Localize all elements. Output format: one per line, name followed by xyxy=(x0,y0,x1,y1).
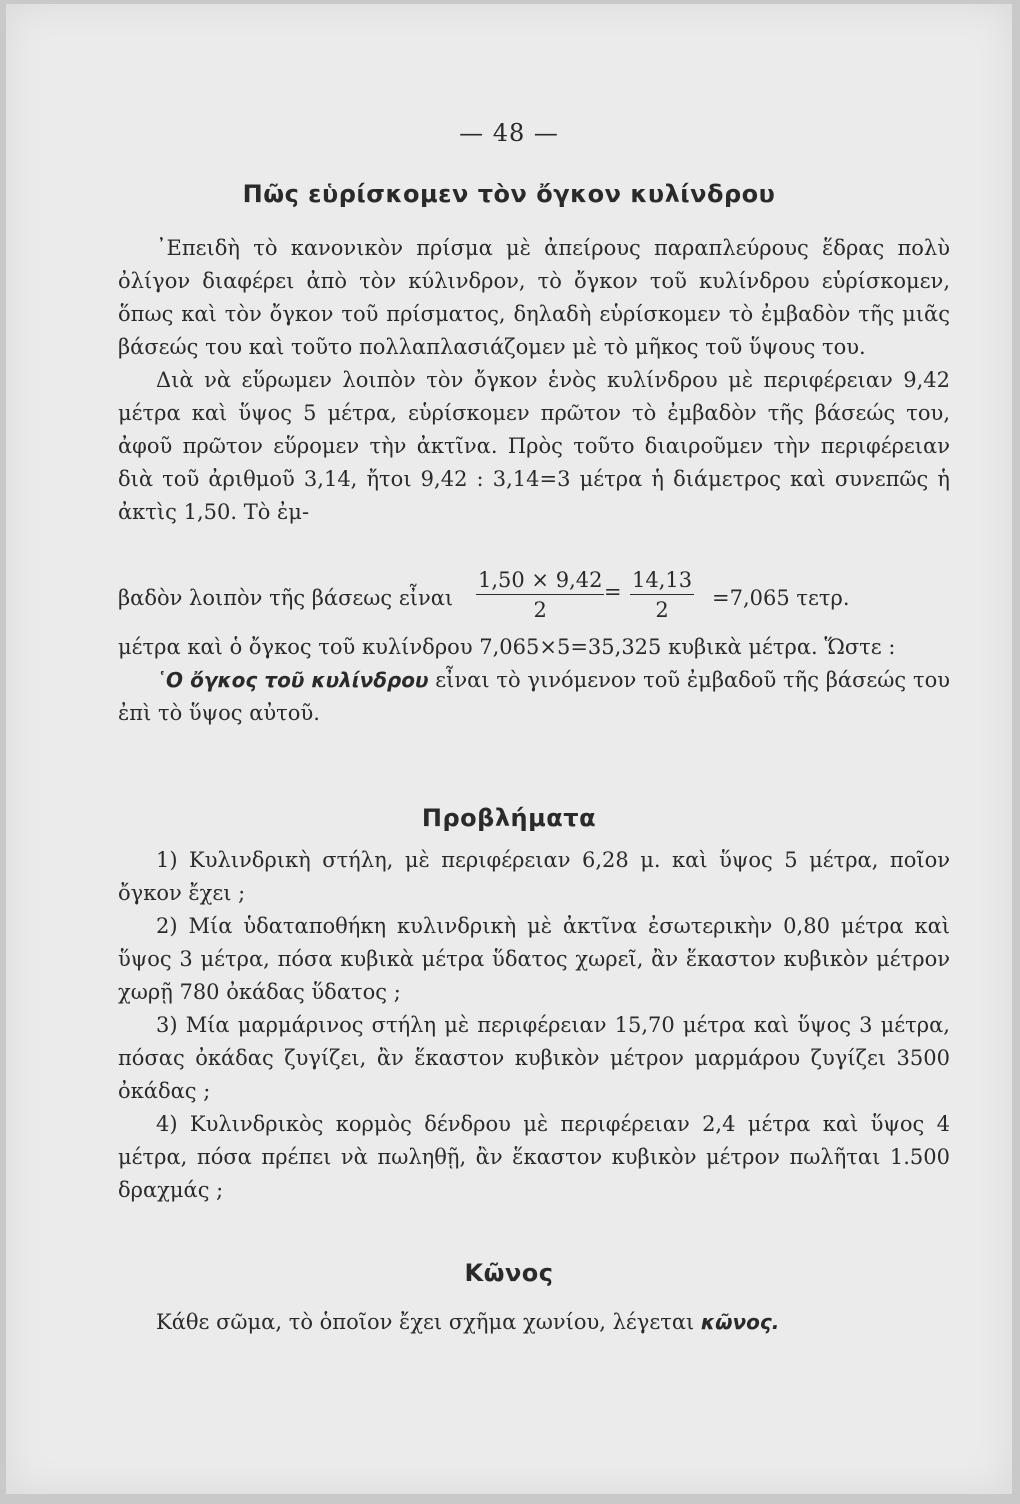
formula-line xyxy=(118,562,950,628)
fraction-first xyxy=(476,566,604,625)
page-number: — 48 — xyxy=(459,119,559,147)
problem-item: 4) Κυλινδρικὸς κορμὸς δένδρου μὲ περιφέρειαν 2,4 μέτρα καὶ ὕψος 4 μέτρα, πόσα πρέπει νὰ πωληθῇ, ἂν ἕκαστον κυβικὸν μέτρον πωλῆται 1.500 δραχμάς ; xyxy=(118,1112,950,1202)
rule-bold-text: ῾Ο ὄγκος τοῦ κυλίνδρου xyxy=(156,668,429,692)
problem-item: 2) Μία ὑδαταποθήκη κυλινδρικὴ μὲ ἀκτῖνα ἐσωτερικὴν 0,80 μέτρα καὶ ὕψος 3 μέτρα, πόσα κυβικὰ μέτρα ὕδατος χωρεῖ, ἂν ἕκαστον κυβικὸν μέτρον χωρῇ 780 ὀκάδας ὕδατος ; xyxy=(118,914,950,1004)
section-title-problems: Προβλήματα xyxy=(421,804,597,832)
paragraph-result: μέτρα καὶ ὁ ὄγκος τοῦ κυλίνδρου 7,065×5=35,325 κυβικὰ μέτρα. Ὥστε : xyxy=(118,635,896,659)
section-title-cylinder-volume: Πῶς εὑρίσκομεν τὸν ὄγκον κυλίνδρου xyxy=(242,180,776,208)
fraction-second-denominator: 2 xyxy=(655,598,669,622)
section-title-cone: Κῶνος xyxy=(464,1259,554,1287)
formula-lead-text: βαδὸν λοιπὸν τῆς βάσεως εἶναι xyxy=(118,586,454,610)
cone-term: κῶνος. xyxy=(700,1310,780,1334)
cone-definition-text: Κάθε σῶμα, τὸ ὁποῖον ἔχει σχῆμα χωνίου, λέγεται xyxy=(156,1310,701,1334)
paragraph-intro: ᾿Επειδὴ τὸ κανονικὸν πρίσμα μὲ ἀπείρους παραπλεύρους ἕδρας πολὺ ὀλίγον διαφέρει ἀπὸ τὸν κύλινδρον, τὸ ὄγκον τοῦ κυλίνδρου εὑρίσκομεν, ὅπως καὶ τὸν ὄγκον τοῦ πρίσματος, δηλαδὴ εὑρίσκομεν τὸ ἐμβαδὸν τῆς μιᾶς βάσεώς του καὶ τοῦτο πολλαπλασιάζομεν μὲ τὸ μῆκος τοῦ ὕψους του. xyxy=(118,236,950,359)
problem-item: 1) Κυλινδρικὴ στήλη, μὲ περιφέρειαν 6,28 μ. καὶ ὕψος 5 μέτρα, ποῖον ὄγκον ἔχει ; xyxy=(118,848,950,905)
problems-list xyxy=(118,844,950,1207)
paragraph-rule xyxy=(118,664,950,730)
rule-rest-text: εἶναι τὸ γινόμενον τοῦ ἐμβαδοῦ τῆς βάσεώς του ἐπὶ τὸ ὕψος αὐτοῦ. xyxy=(118,668,950,725)
cylinder-conclusion-block xyxy=(118,631,950,730)
fraction-first-numerator: 1,50 × 9,42 xyxy=(476,566,604,595)
formula-result: =7,065 τετρ. xyxy=(712,586,850,610)
equals-sign: = xyxy=(604,580,622,604)
cylinder-text-block xyxy=(118,232,950,529)
paragraph-cone xyxy=(118,1306,950,1339)
fraction-second-numerator: 14,13 xyxy=(630,566,694,595)
problem-item: 3) Μία μαρμάρινος στήλη μὲ περιφέρειαν 15,70 μέτρα καὶ ὕψος 3 μέτρα, πόσας ὀκάδας ζυγίζει, ἂν ἕκαστον κυβικὸν μέτρον μαρμάρου ζυγίζει 3500 ὀκάδας ; xyxy=(118,1013,950,1103)
cone-text-block xyxy=(118,1306,950,1339)
book-page xyxy=(6,4,1012,1494)
fraction-first-denominator: 2 xyxy=(533,598,547,622)
fraction-second xyxy=(630,566,694,625)
paragraph-example: Διὰ νὰ εὕρωμεν λοιπὸν τὸν ὄγκον ἑνὸς κυλίνδρου μὲ περιφέρειαν 9,42 μέτρα καὶ ὕψος 5 μέτρα, εὑρίσκομεν πρῶτον τὸ ἐμβαδὸν τῆς βάσεώς του, ἀφοῦ πρῶτον εὕρομεν τὴν ἀκτῖνα. Πρὸς τοῦτο διαιροῦμεν τὴν περιφέρειαν διὰ τοῦ ἀριθμοῦ 3,14, ἤτοι 9,42 : 3,14=3 μέτρα ἡ διάμετρος καὶ συνεπῶς ἡ ἀκτὶς 1,50. Τὸ ἐμ- xyxy=(118,368,950,524)
